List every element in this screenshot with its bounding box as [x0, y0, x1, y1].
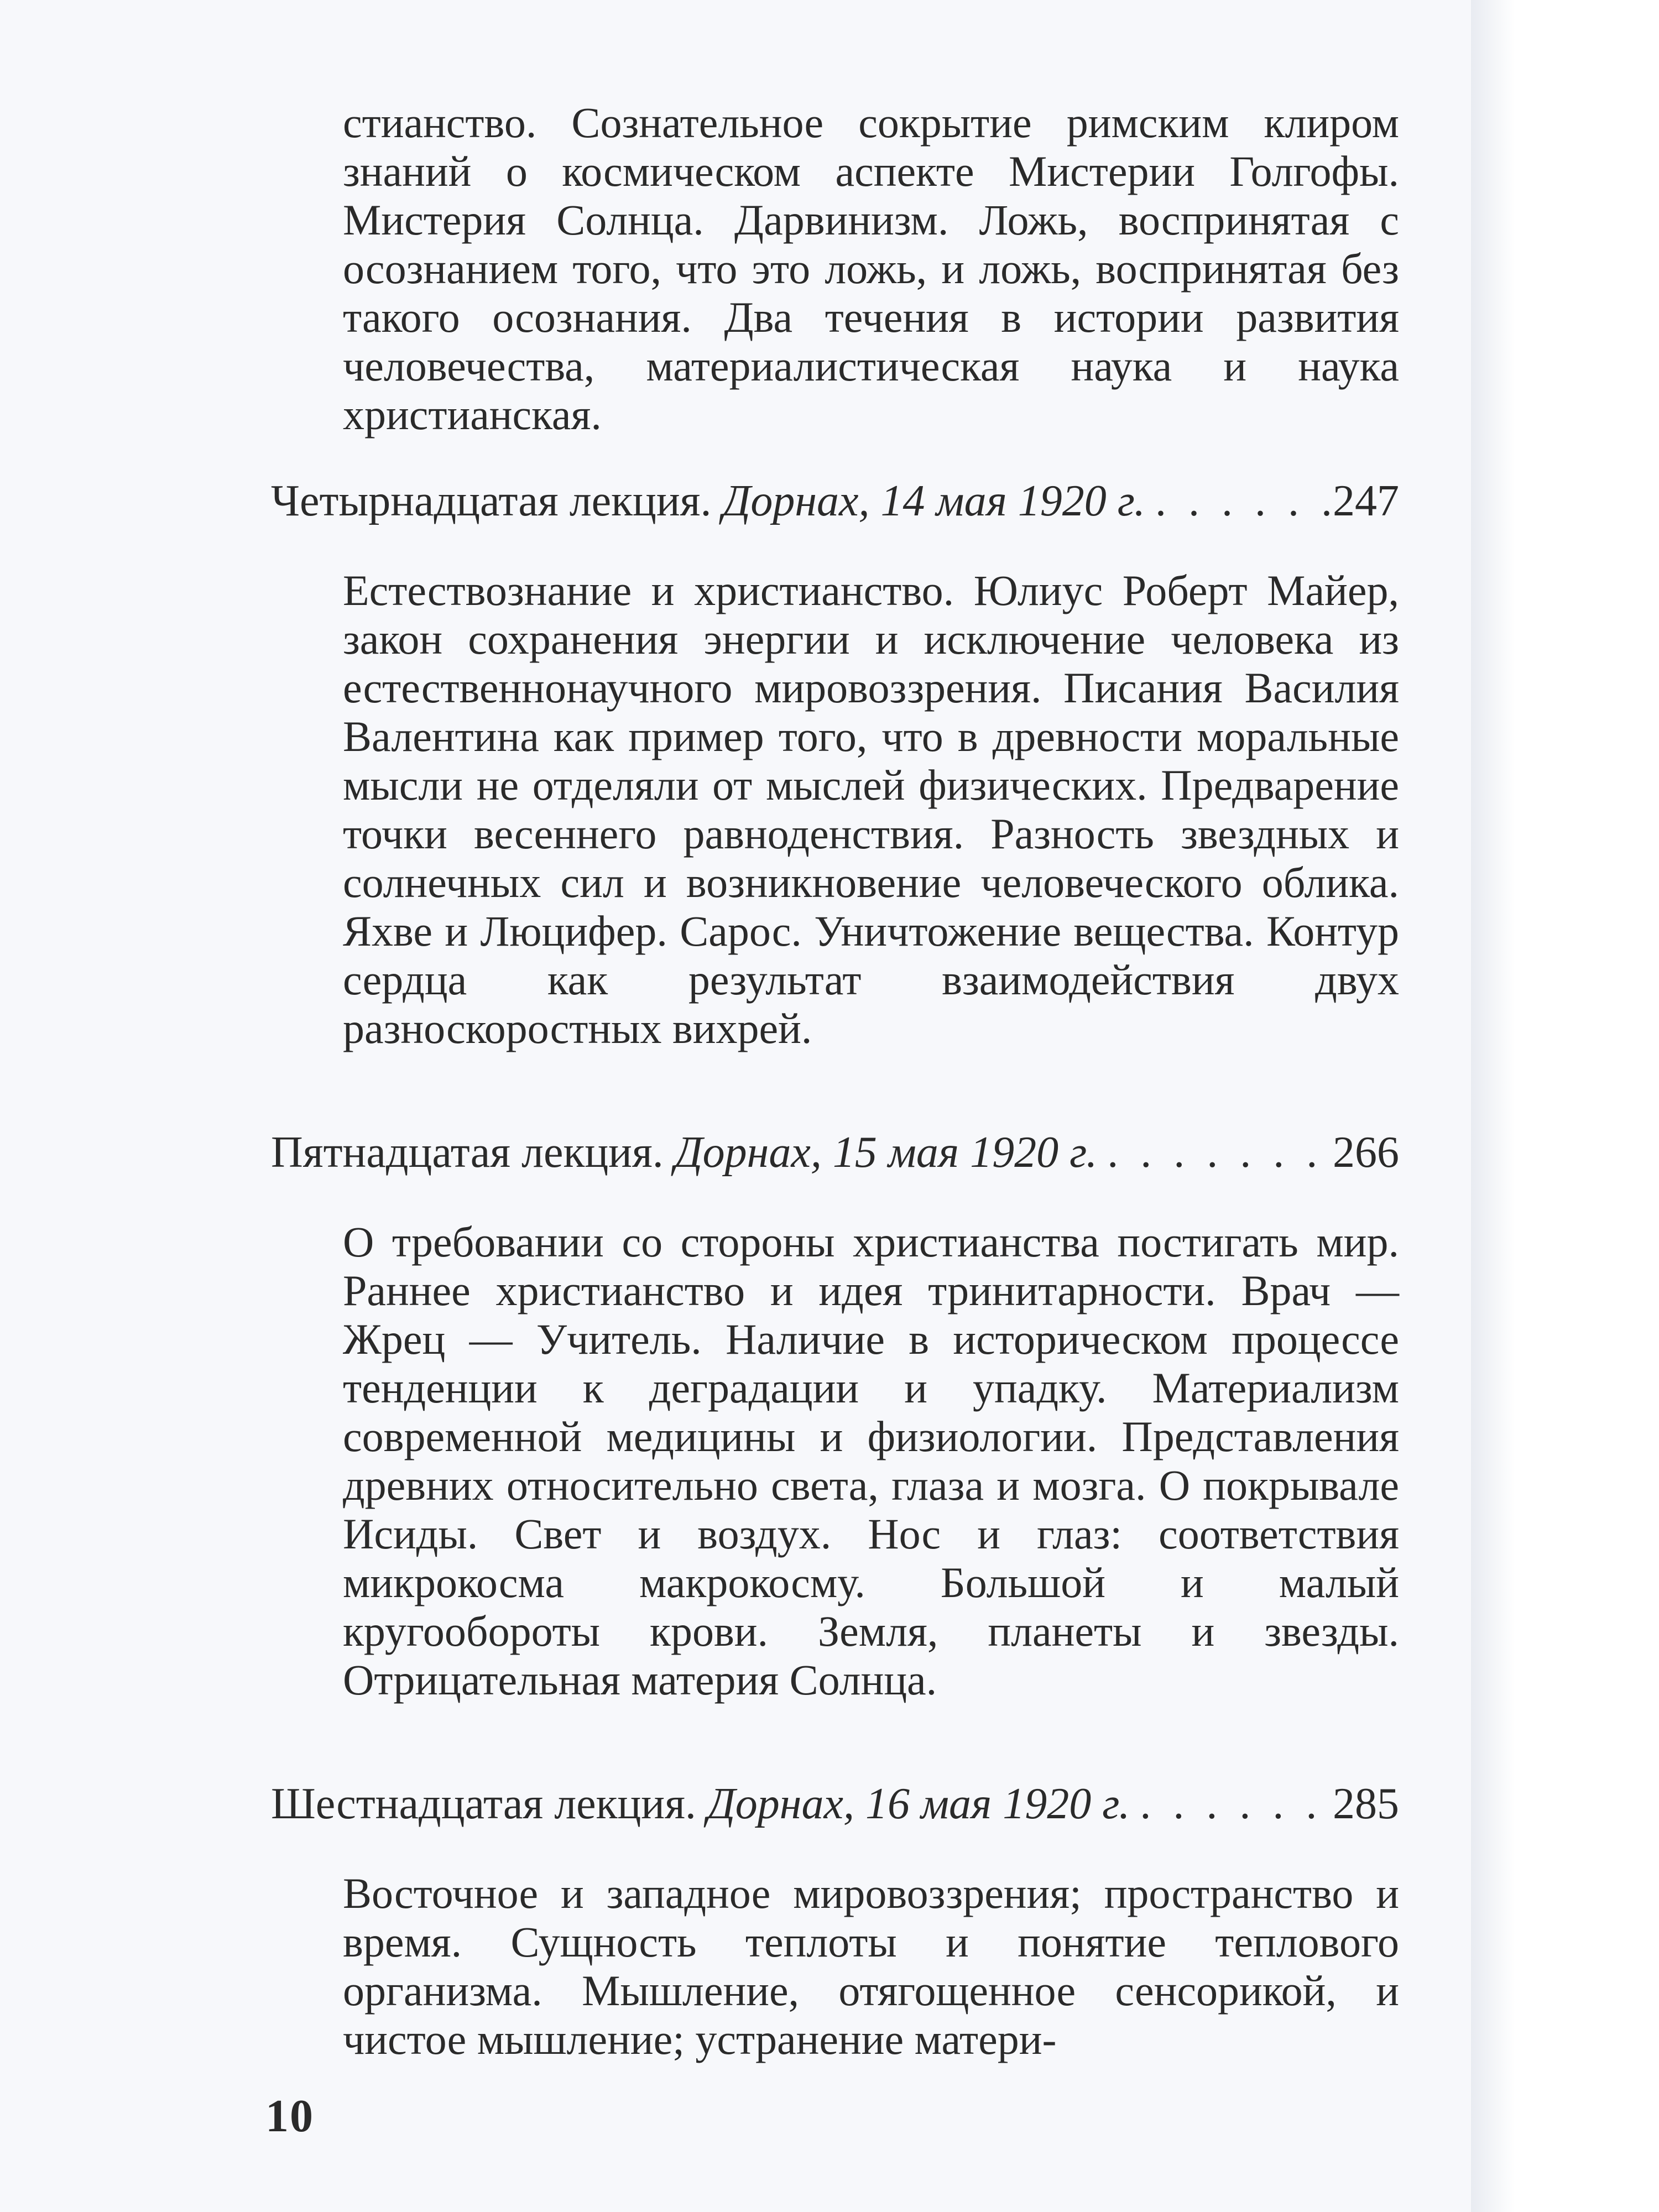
entry-summary-16: Восточное и западное мировоззрения; пространство и время. Сущность теплоты и понятие теплового организма. Мышление, отягощенное сенсорикой, и чистое мышление; устранение матери-	[343, 1869, 1399, 2063]
intro-paragraph: стианство. Сознательное сокрытие римским клиром знаний о космическом аспекте Мистерии Голгофы. Мистерия Солнца. Дарвинизм. Ложь, воспринятая с осознанием того, что это ложь, и ложь, воспринятая без такого осознания. Два течения в истории развития человечества, материалистическая наука и наука христианская.	[343, 98, 1399, 439]
page-number: 10	[265, 2090, 314, 2142]
entry-title: Четырнадцатая лекция.	[271, 477, 712, 525]
entry-place-date: Дорнах, 16 мая 1920 г.	[707, 1780, 1130, 1828]
leader-dots	[1097, 1128, 1333, 1177]
page-edge	[1471, 0, 1515, 2212]
entry-page-number: 266	[1333, 1128, 1399, 1177]
entry-page-number: 285	[1333, 1780, 1399, 1828]
entry-title: Шестнадцатая лекция.	[271, 1780, 696, 1828]
entry-place-date: Дорнах, 15 мая 1920 г.	[674, 1128, 1098, 1177]
entry-page-number: 247	[1333, 477, 1399, 525]
entry-summary-15: О требовании со стороны христианства постигать мир. Раннее христианство и идея тринитарности. Врач — Жрец — Учитель. Наличие в историческом процессе тенденции к деградации и упадку. Материализм современной медицины и физиологии. Представления древних относительно света, глаза и мозга. О покрывале Исиды. Свет и воздух. Нос и глаз: соответствия микрокосма макрокосму. Большой и малый кругообороты крови. Земля, планеты и звезды. Отрицательная материя Солнца.	[343, 1218, 1399, 1704]
leader-dots	[1130, 1780, 1333, 1828]
entry-summary-14: Естествознание и христианство. Юлиус Роберт Майер, закон сохранения энергии и исключение человека из естественнонаучного мировоззрения. Писания Василия Валентина как пример того, что в древности моральные мысли не отделяли от мыслей физических. Предварение точки весеннего равноденствия. Разность звездных и солнечных сил и возникновение человеческого облика. Яхве и Люцифер. Сарос. Уничтожение вещества. Контур сердца как результат взаимодействия двух разноскоростных вихрей.	[343, 566, 1399, 1052]
entry-place-date: Дорнах, 14 мая 1920 г.	[722, 477, 1145, 525]
toc-entry-14	[271, 477, 1399, 525]
toc-entry-16	[271, 1780, 1399, 1828]
toc-entry-15	[271, 1128, 1399, 1177]
entry-title: Пятнадцатая лекция.	[271, 1128, 664, 1177]
leader-dots	[1145, 477, 1333, 525]
